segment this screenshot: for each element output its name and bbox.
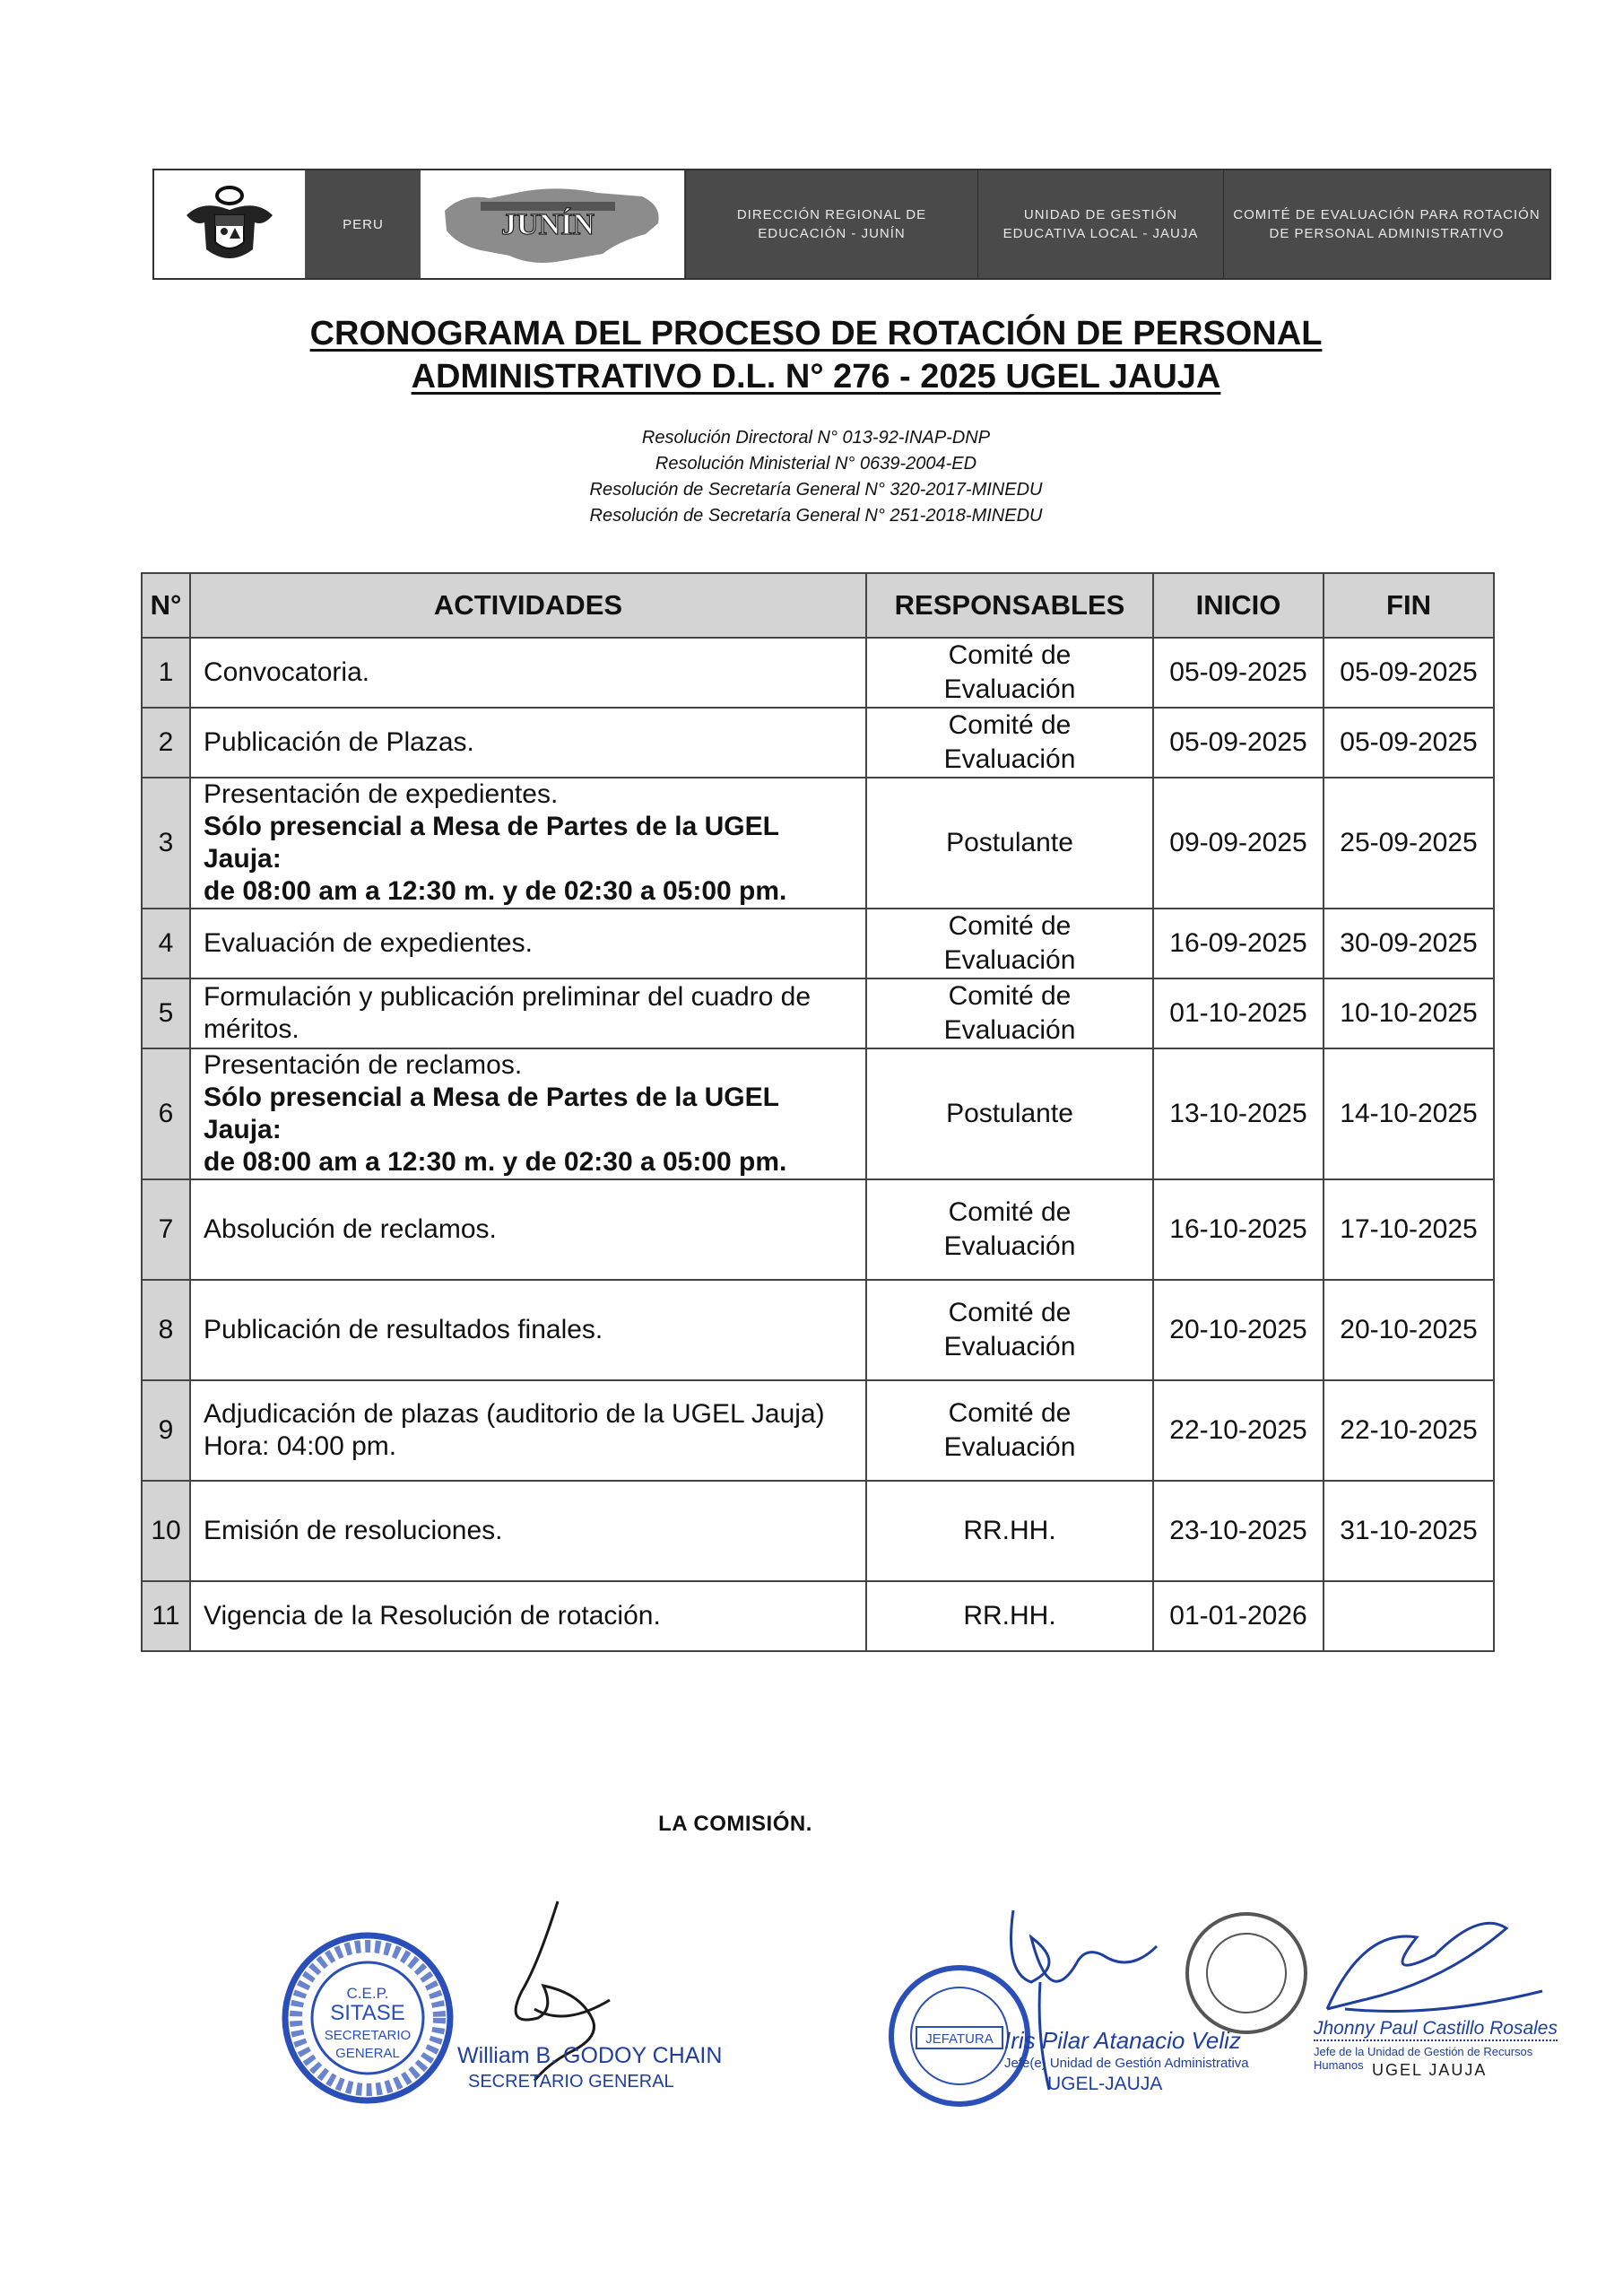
end-date-cell: 20-10-2025 <box>1324 1280 1494 1380</box>
table-row <box>142 1048 1494 1179</box>
activity-text: Formulación y publicación preliminar del cuadro de méritos. <box>204 982 812 1044</box>
table-row <box>142 1581 1494 1651</box>
end-date-cell: 25-09-2025 <box>1324 778 1494 909</box>
signature-block-jefatura <box>861 1874 1560 2135</box>
activity-cell <box>190 1380 866 1481</box>
activity-text: Presentación de reclamos. <box>204 1050 523 1080</box>
row-number: 10 <box>142 1481 190 1581</box>
activity-cell <box>190 1581 866 1651</box>
start-date-cell: 13-10-2025 <box>1153 1048 1324 1179</box>
header-cell-comite-text: COMITÉ DE EVALUACIÓN PARA ROTACIÓN DE PERSONAL ADMINISTRATIVO <box>1233 207 1541 241</box>
ugel-stamps-icon <box>861 1874 1560 2135</box>
la-comision-label: LA COMISIÓN. <box>658 1812 812 1836</box>
activity-cell <box>190 1481 866 1581</box>
stamp-line: SITASE <box>330 2001 405 2025</box>
header-cell-comite <box>1223 170 1549 278</box>
title-line-1: CRONOGRAMA DEL PROCESO DE ROTACIÓN DE PERSONAL <box>309 315 1323 352</box>
start-date-cell: 09-09-2025 <box>1153 778 1324 909</box>
col-header-actividades: ACTIVIDADES <box>190 573 866 638</box>
signer-org: UGEL-JAUJA <box>1047 2074 1163 2094</box>
document-title <box>143 312 1488 398</box>
activity-text: Adjudicación de plazas (auditorio de la UGEL Jauja) Hora: 04:00 pm. <box>204 1399 825 1461</box>
activity-text: Vigencia de la Resolución de rotación. <box>204 1601 661 1631</box>
peru-label: PERU <box>306 170 421 278</box>
start-date-cell: 05-09-2025 <box>1153 638 1324 708</box>
activity-cell <box>190 1048 866 1179</box>
end-date-cell: 14-10-2025 <box>1324 1048 1494 1179</box>
activity-cell <box>190 909 866 978</box>
end-date-cell: 22-10-2025 <box>1324 1380 1494 1481</box>
schedule-table <box>141 572 1495 1652</box>
activity-note: Sólo presencial a Mesa de Partes de la UGEL Jauja: de 08:00 am a 12:30 m. y de 02:30 a 05:00 pm. <box>204 1083 787 1177</box>
table-row <box>142 638 1494 708</box>
table-row <box>142 1179 1494 1280</box>
row-number: 6 <box>142 1048 190 1179</box>
header-cell-dre <box>685 170 977 278</box>
activity-text: Emisión de resoluciones. <box>204 1516 503 1545</box>
activity-text: Convocatoria. <box>204 657 370 687</box>
stamp-line: SECRETARIO <box>324 2028 412 2043</box>
junin-logo-text: JUNÍN <box>501 208 595 241</box>
row-number: 9 <box>142 1380 190 1481</box>
table-row <box>142 1380 1494 1481</box>
start-date-cell: 05-09-2025 <box>1153 708 1324 778</box>
end-date-cell: 10-10-2025 <box>1324 978 1494 1048</box>
signer-name: William B. GODOY CHAIN <box>457 2043 723 2068</box>
reference-item: Resolución de Secretaría General N° 251-2018-MINEDU <box>589 506 1043 526</box>
start-date-cell: 16-10-2025 <box>1153 1179 1324 1280</box>
title-line-2: ADMINISTRATIVO D.L. N° 276 - 2025 UGEL JAUJA <box>411 358 1221 396</box>
end-date-cell <box>1324 1581 1494 1651</box>
table-row <box>142 1280 1494 1380</box>
row-number: 11 <box>142 1581 190 1651</box>
start-date-cell: 01-01-2026 <box>1153 1581 1324 1651</box>
header-cell-ugel <box>977 170 1223 278</box>
activity-cell <box>190 638 866 708</box>
table-row <box>142 778 1494 909</box>
activity-text: Presentación de expedientes. <box>204 779 559 809</box>
signer-name: Iris Pilar Atanacio Veliz <box>1004 2027 1241 2054</box>
responsible-cell: Postulante <box>866 778 1153 909</box>
end-date-cell: 17-10-2025 <box>1324 1179 1494 1280</box>
end-date-cell: 05-09-2025 <box>1324 638 1494 708</box>
start-date-cell: 01-10-2025 <box>1153 978 1324 1048</box>
signer-name: Jhonny Paul Castillo Rosales <box>1314 2018 1558 2041</box>
activity-text: Absolución de reclamos. <box>204 1214 497 1244</box>
responsible-cell: Comité de Evaluación <box>866 638 1153 708</box>
col-header-num: N° <box>142 573 190 638</box>
activity-cell <box>190 778 866 909</box>
row-number: 3 <box>142 778 190 909</box>
table-row <box>142 978 1494 1048</box>
header-banner <box>152 169 1551 280</box>
row-number: 5 <box>142 978 190 1048</box>
responsible-cell: RR.HH. <box>866 1581 1153 1651</box>
activity-cell <box>190 1179 866 1280</box>
reference-item: Resolución Ministerial N° 0639-2004-ED <box>655 454 977 474</box>
stamp-line: C.E.P. <box>346 1985 389 2002</box>
col-header-responsables: RESPONSABLES <box>866 573 1153 638</box>
stamp-line: GENERAL <box>335 2046 400 2061</box>
end-date-cell: 31-10-2025 <box>1324 1481 1494 1581</box>
responsible-cell: Comité de Evaluación <box>866 978 1153 1048</box>
activity-cell <box>190 978 866 1048</box>
activity-cell <box>190 1280 866 1380</box>
row-number: 2 <box>142 708 190 778</box>
signer-org: UGEL JAUJA <box>1372 2061 1488 2079</box>
row-number: 4 <box>142 909 190 978</box>
start-date-cell: 22-10-2025 <box>1153 1380 1324 1481</box>
header-cell-dre-text: DIRECCIÓN REGIONAL DE EDUCACIÓN - JUNÍN <box>736 207 927 241</box>
reference-item: Resolución de Secretaría General N° 320-2017-MINEDU <box>589 480 1043 500</box>
responsible-cell: Comité de Evaluación <box>866 708 1153 778</box>
header-cell-ugel-text: UNIDAD DE GESTIÓN EDUCATIVA LOCAL - JAUJA <box>1002 207 1199 241</box>
end-date-cell: 30-09-2025 <box>1324 909 1494 978</box>
reference-item: Resolución Directoral N° 013-92-INAP-DNP <box>641 428 991 448</box>
activity-text: Publicación de Plazas. <box>204 727 474 757</box>
table-row <box>142 708 1494 778</box>
junin-region-logo <box>421 170 685 278</box>
responsible-cell: Comité de Evaluación <box>866 1179 1153 1280</box>
responsible-cell: Comité de Evaluación <box>866 1280 1153 1380</box>
signature-block-secretario <box>269 1892 735 2108</box>
row-number: 1 <box>142 638 190 708</box>
signer-role: SECRETARIO GENERAL <box>468 2072 674 2092</box>
table-row <box>142 1481 1494 1581</box>
col-header-inicio: INICIO <box>1153 573 1324 638</box>
table-row <box>142 909 1494 978</box>
activity-cell <box>190 708 866 778</box>
col-header-fin: FIN <box>1324 573 1494 638</box>
responsible-cell: Postulante <box>866 1048 1153 1179</box>
stamp-label: JEFATURA <box>925 2031 994 2047</box>
start-date-cell: 20-10-2025 <box>1153 1280 1324 1380</box>
activity-text: Evaluación de expedientes. <box>204 928 533 958</box>
end-date-cell: 05-09-2025 <box>1324 708 1494 778</box>
responsible-cell: Comité de Evaluación <box>866 909 1153 978</box>
activity-note: Sólo presencial a Mesa de Partes de la UGEL Jauja: de 08:00 am a 12:30 m. y de 02:30 a 05:00 pm. <box>204 812 787 906</box>
row-number: 7 <box>142 1179 190 1280</box>
responsible-cell: Comité de Evaluación <box>866 1380 1153 1481</box>
start-date-cell: 16-09-2025 <box>1153 909 1324 978</box>
signer-role: Jefe(e) Unidad de Gestión Administrativa <box>1004 2056 1249 2071</box>
signer-role: Jefe de la Unidad de Gestión de Recursos Humanos <box>1314 2045 1533 2072</box>
row-number: 8 <box>142 1280 190 1380</box>
responsible-cell: RR.HH. <box>866 1481 1153 1581</box>
legal-references <box>359 425 1273 529</box>
table-header-row <box>142 573 1494 638</box>
peru-coat-of-arms-icon <box>154 170 306 278</box>
activity-text: Publicación de resultados finales. <box>204 1315 603 1344</box>
start-date-cell: 23-10-2025 <box>1153 1481 1324 1581</box>
